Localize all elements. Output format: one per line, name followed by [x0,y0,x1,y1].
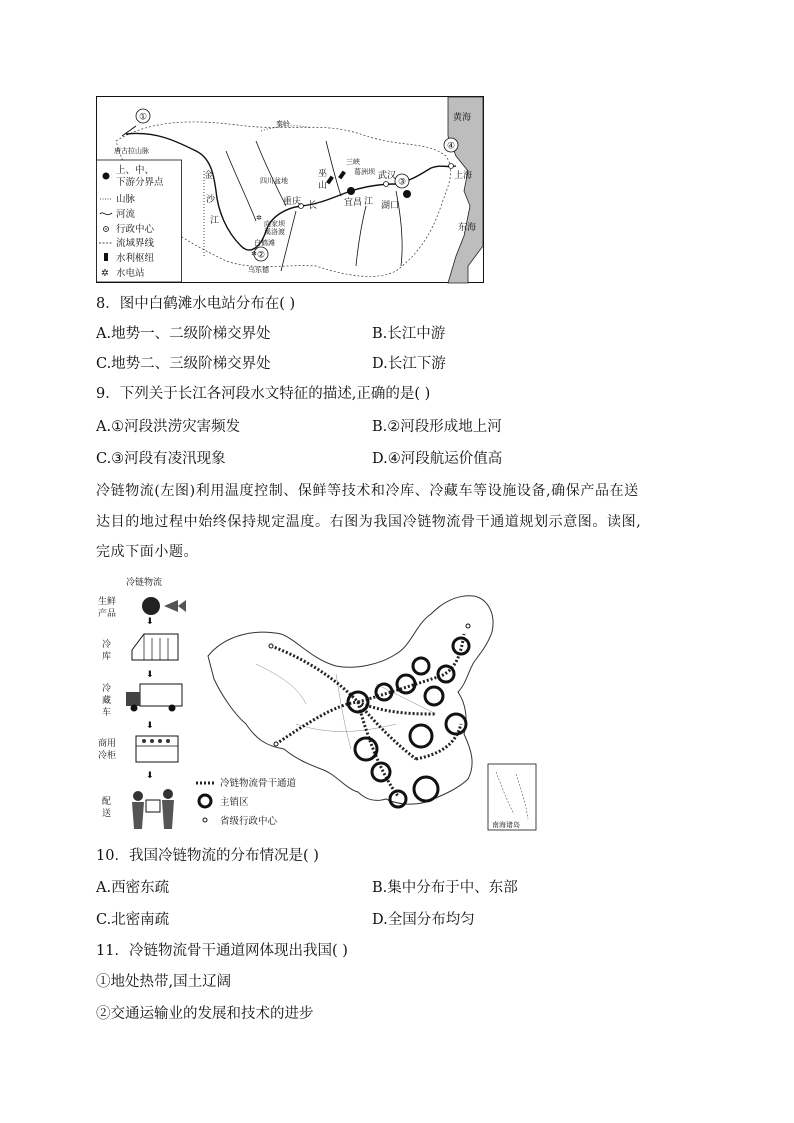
label-donghai: 东海 [458,223,477,233]
circled-4: ④ [446,141,456,152]
legend-river: 河流 [116,209,136,220]
arrow-down-icon: ⬇ [146,771,154,781]
arrow-down-icon: ⬇ [146,721,154,731]
step-freezer-1: 商用 [98,739,117,749]
step-reefer-truck-2: 藏 [102,696,112,706]
step-fresh-product-2: 产品 [98,609,117,619]
q11-item-1: ①地处热带,国土辽阔 [96,974,232,990]
label-xiangjiaba: 向家坝 [264,220,285,228]
intro-line-3: 完成下面小题。 [96,544,199,560]
label-tanggula: 唐古拉山脉 [114,147,149,155]
hydro-station-icon: ✲ [251,250,257,258]
hydro-station-icon: ✲ [256,214,262,222]
south-china-sea-inset [488,764,536,830]
legend-water-project: 水利枢纽 [116,253,155,264]
yangtze-map [96,96,486,284]
q8-option-c[interactable]: C.地势二、三级阶梯交界处 [96,356,271,372]
label-wuhan: 武汉 [378,171,397,181]
intro-line-2: 达目的地过程中始终保持规定温度。右图为我国冷链物流骨干通道规划示意图。读图, [96,514,642,530]
step-cold-storage-2: 库 [102,652,112,662]
circled-1: ① [138,112,148,123]
step-reefer-truck-1: 冷 [102,684,112,694]
legend-backbone-corridor: 冷链物流骨干通道 [220,778,297,789]
label-wudongde: 乌东德 [248,266,269,274]
legend-provincial-center: 省级行政中心 [220,816,278,827]
legend-mountain: 山脉 [116,194,136,205]
label-jin: 金 [204,171,214,181]
q10-option-c[interactable]: C.北密南疏 [96,912,170,928]
label-huanghai: 黄海 [453,113,472,123]
inset-label: 南海诸岛 [492,821,520,829]
step-delivery-1: 配 [102,797,112,807]
q9-option-b[interactable]: B.②河段形成地上河 [372,419,502,435]
label-hukou: 湖口 [381,201,400,211]
circled-3: ③ [397,177,407,188]
label-yichang: 宜昌 [344,198,363,208]
label-shanghai: 上海 [454,171,473,181]
q9-option-c[interactable]: C.③河段有凌汛现象 [96,451,226,467]
label-shan: 山 [318,181,328,191]
q10-stem: 10．我国冷链物流的分布情况是( ) [96,848,319,864]
arrow-down-icon: ⬇ [146,617,154,627]
step-delivery-2: 送 [102,809,112,819]
label-chang: 长 [308,201,318,211]
legend-boundary-point-2: 下游分界点 [116,177,164,188]
label-sichuan: 四川盆地 [260,177,288,185]
map-legend [97,160,182,282]
cold-chain-figure [96,574,546,836]
step-reefer-truck-3: 车 [102,708,112,718]
q11-stem: 11．冷链物流骨干通道网体现出我国( ) [96,943,348,959]
q9-stem: 9．下列关于长江各河段水文特征的描述,正确的是( ) [96,386,431,402]
label-wu: 巫 [318,169,328,179]
legend-admin-center: 行政中心 [116,224,155,235]
label-qinling: 秦岭 [276,120,290,128]
label-gezhouba: 葛洲坝 [354,168,375,176]
display-cabinet-icon [136,736,178,762]
figure2-legend [196,777,297,827]
q8-option-d[interactable]: D.长江下游 [372,356,446,372]
label-chongqing: 重庆 [283,197,302,207]
label-baihetan: 白鹤滩 [254,239,275,247]
q10-option-b[interactable]: B.集中分布于中、东部 [372,880,518,896]
q8-option-b[interactable]: B.长江中游 [372,326,446,342]
legend-hydro-station: 水电站 [116,268,145,279]
step-cold-storage: 冷 [102,640,112,650]
label-sanxia: 三峡 [346,158,360,166]
arrow-down-icon: ⬇ [146,670,154,680]
q8-stem: 8．图中白鹤滩水电站分布在( ) [96,296,296,312]
q8-option-a[interactable]: A.地势一、二级阶梯交界处 [96,326,271,342]
china-map [208,596,493,807]
q10-option-a[interactable]: A.西密东疏 [96,880,170,896]
label-jiang: 江 [210,216,220,226]
legend-boundary-point-1: 上、中、 [116,165,155,176]
chain-title: 冷链物流 [126,578,163,588]
cold-storage-icon [132,634,178,660]
label-jiang2: 江 [364,197,374,207]
hydro-station-icon: ✲ [101,268,109,279]
q9-option-d[interactable]: D.④河段航运价值高 [372,451,503,467]
step-fresh-product-1: 生鲜 [98,597,117,607]
q11-item-2: ②交通运输业的发展和技术的进步 [96,1006,314,1022]
q10-option-d[interactable]: D.全国分布均匀 [372,912,475,928]
step-freezer-2: 冷柜 [98,751,117,761]
fresh-product-icon [142,597,186,615]
q9-option-a[interactable]: A.①河段洪涝灾害频发 [96,419,241,435]
label-xiluodu: 溪洛渡 [264,228,285,236]
label-sha: 沙 [206,195,216,205]
circled-2: ② [256,250,266,261]
legend-basin-boundary: 流域界线 [116,238,155,249]
legend-major-sales-area: 主销区 [220,797,249,808]
refrigerated-truck-icon [126,684,182,712]
delivery-people-icon [132,789,174,829]
intro-line-1: 冷链物流(左图)利用温度控制、保鲜等技术和冷库、冷藏车等设施设备,确保产品在送 [96,483,639,499]
